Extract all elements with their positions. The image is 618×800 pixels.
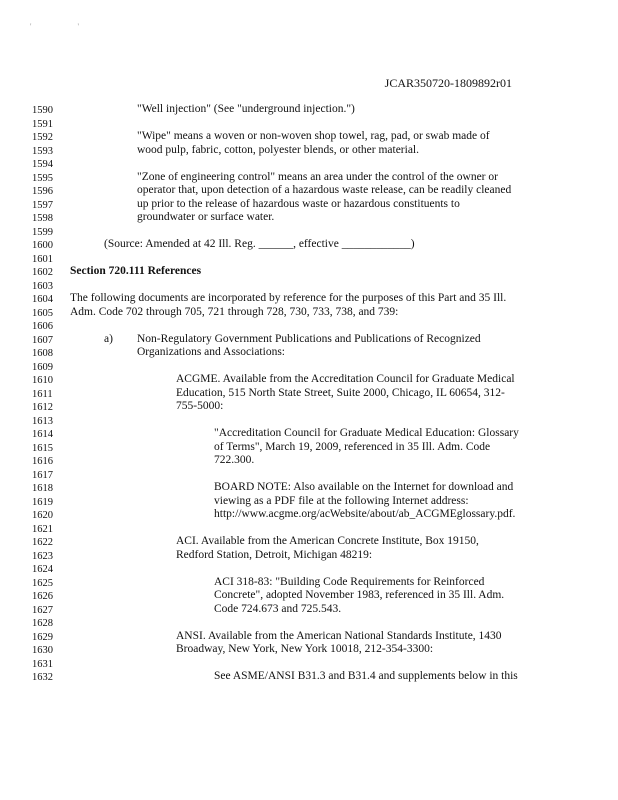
text-line: 722.300. — [214, 454, 255, 466]
line-number: 1629 — [32, 631, 53, 643]
line-number: 1612 — [32, 402, 53, 413]
subsection-label: a) — [104, 332, 113, 345]
text-line: ACI 318-83: "Building Code Requirements for Reinforced — [214, 575, 485, 588]
text-line: http://www.acgme.org/acWebsite/about/ab_ACGMEglossary.pdf. — [214, 508, 516, 520]
line-number: 1611 — [32, 388, 53, 400]
text-line: ACI. Available from the American Concrete Institute, Box 19150, — [176, 535, 479, 547]
text-line: up prior to the release of hazardous waste or hazardous constituents to — [137, 197, 460, 210]
text-line: "Accreditation Council for Graduate Medical Education: Glossary — [214, 427, 519, 439]
line-number: 1619 — [32, 496, 53, 508]
line-number: 1597 — [32, 199, 53, 211]
line-number: 1626 — [32, 591, 53, 602]
line-number: 1618 — [32, 483, 53, 494]
line-number: 1632 — [32, 672, 53, 683]
text-line: Redford Station, Detroit, Michigan 48219: — [176, 548, 373, 561]
line-number: 1630 — [32, 645, 53, 656]
line-number: 1592 — [32, 132, 53, 143]
text-line: Broadway, New York, New York 10018, 212-354-3300: — [176, 643, 434, 655]
text-line: Code 724.673 and 725.543. — [214, 602, 342, 615]
line-number: 1622 — [32, 537, 53, 548]
line-number: 1609 — [32, 361, 53, 373]
text-line: viewing as a PDF file at the following Internet address: — [214, 494, 469, 507]
line-number: 1604 — [32, 294, 53, 305]
line-number: 1631 — [32, 658, 53, 670]
line-number: 1610 — [32, 375, 53, 386]
line-number: 1601 — [32, 253, 53, 265]
line-number: 1591 — [32, 118, 53, 130]
text-line: 755-5000: — [176, 400, 224, 412]
text-line: (Source: Amended at 42 Ill. Reg. ______, effective ____________) — [104, 238, 415, 250]
text-line: BOARD NOTE: Also available on the Internet for download and — [214, 481, 514, 493]
line-number: 1623 — [32, 550, 53, 562]
line-number: 1599 — [32, 226, 53, 238]
line-number: 1607 — [32, 334, 53, 346]
text-line: ACGME. Available from the Accreditation Council for Graduate Medical — [176, 373, 515, 385]
line-number: 1628 — [32, 618, 53, 629]
text-line: See ASME/ANSI B31.3 and B31.4 and supplements below in this — [214, 670, 518, 682]
text-line: "Well injection" (See "underground injection.") — [137, 103, 355, 115]
line-number: 1606 — [32, 321, 53, 332]
line-number: 1624 — [32, 564, 53, 575]
line-number: 1593 — [32, 145, 53, 157]
line-number: 1594 — [32, 159, 53, 170]
text-line: of Terms", March 19, 2009, referenced in 35 Ill. Adm. Code — [214, 440, 491, 453]
text-line: "Wipe" means a woven or non-woven shop towel, rag, pad, or swab made of — [137, 130, 490, 142]
line-number: 1598 — [32, 213, 53, 224]
text-line: Section 720.111 References — [70, 265, 202, 277]
line-number: 1590 — [32, 105, 53, 116]
text-line: operator that, upon detection of a hazardous waste release, can be readily cleaned — [137, 184, 512, 196]
text-line: The following documents are incorporated by reference for the purposes of this Part and 35 Ill. — [70, 292, 507, 304]
document-id: JCAR350720-1809892r01 — [384, 76, 512, 90]
line-number: 1617 — [32, 469, 53, 481]
line-number: 1614 — [32, 429, 53, 440]
line-number: 1621 — [32, 523, 53, 535]
text-line: Concrete", adopted November 1983, referenced in 35 Ill. Adm. — [214, 589, 505, 601]
line-number: 1613 — [32, 415, 53, 427]
line-number: 1603 — [32, 280, 53, 292]
text-line: groundwater or surface water. — [137, 211, 275, 223]
line-number: 1620 — [32, 510, 53, 521]
line-number: 1605 — [32, 307, 53, 319]
text-line: "Zone of engineering control" means an area under the control of the owner or — [137, 170, 498, 183]
line-number: 1602 — [32, 267, 53, 278]
text-line: Organizations and Associations: — [137, 346, 285, 358]
line-number: 1600 — [32, 240, 53, 251]
line-number: 1596 — [32, 186, 53, 197]
line-number: 1625 — [32, 577, 53, 589]
text-line: ANSI. Available from the American National Standards Institute, 1430 — [176, 629, 502, 642]
line-number: 1616 — [32, 456, 53, 467]
text-line: Education, 515 North State Street, Suite 2000, Chicago, IL 60654, 312- — [176, 386, 505, 399]
text-line: wood pulp, fabric, cotton, polyester blends, or other material. — [137, 143, 419, 156]
text-line: Non-Regulatory Government Publications and Publications of Recognized — [137, 332, 481, 345]
line-number: 1595 — [32, 172, 53, 184]
line-number: 1615 — [32, 442, 53, 454]
text-line: Adm. Code 702 through 705, 721 through 728, 730, 733, 738, and 739: — [70, 305, 399, 318]
line-number: 1608 — [32, 348, 53, 359]
line-number: 1627 — [32, 604, 53, 616]
page-marks: ' ' — [30, 22, 101, 31]
